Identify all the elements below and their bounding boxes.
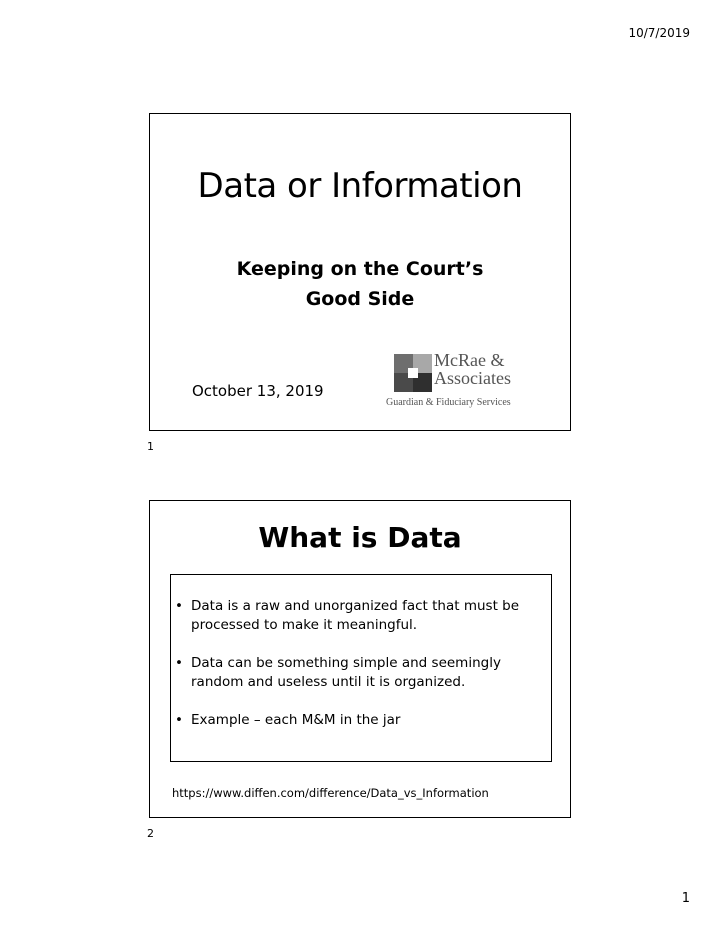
logo-name-line-2: Associates: [434, 368, 511, 388]
logo-name: [434, 351, 511, 387]
slide-1-subtitle: [150, 254, 570, 314]
bullet-item: • Example – each M&M in the jar: [175, 711, 543, 730]
bullet-list: [175, 597, 543, 749]
slide-1-date: October 13, 2019: [192, 382, 324, 400]
slide-2-number: 2: [147, 827, 154, 840]
slide-1: [149, 113, 571, 431]
logo-name-line-1: McRae &: [434, 350, 505, 370]
header-date: 10/7/2019: [628, 26, 690, 40]
bullet-box: [170, 574, 552, 762]
company-logo: [386, 350, 531, 408]
bullet-item: • Data can be something simple and seemingly random and useless until it is organized.: [175, 654, 543, 692]
logo-mark-icon: [394, 354, 432, 392]
logo-tagline: Guardian & Fiduciary Services: [386, 397, 511, 408]
slide-1-title: Data or Information: [197, 166, 523, 206]
reference-link[interactable]: https://www.diffen.com/difference/Data_vs_Information: [172, 786, 489, 800]
bullet-item: • Data is a raw and unorganized fact that must be processed to make it meaningful.: [175, 597, 543, 635]
page-number: 1: [681, 891, 690, 906]
slide-2-title: What is Data: [258, 521, 462, 554]
subtitle-line-2: Good Side: [305, 288, 415, 310]
slide-2: [149, 500, 571, 818]
subtitle-line-1: Keeping on the Court’s: [236, 258, 484, 280]
slide-1-number: 1: [147, 440, 154, 453]
